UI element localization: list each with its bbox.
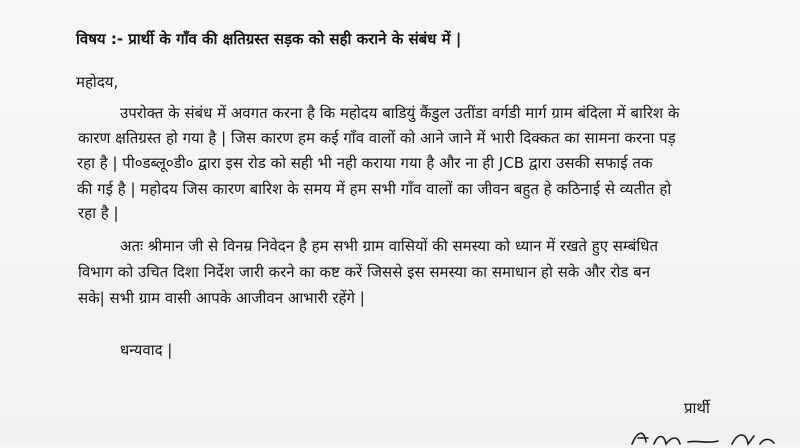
salutation: महोदय, bbox=[76, 73, 119, 91]
paragraph1-line5: रहा है | bbox=[78, 204, 119, 222]
closing-thanks: धन्यवाद | bbox=[120, 341, 173, 359]
paragraph2-line2: विभाग को उचित दिशा निर्देश जारी करने का कष्ट करें जिससे इस समस्या का समाधान हो सके और रोड बन bbox=[78, 263, 651, 281]
paragraph2-line1: अतः श्रीमान जी से विनम्र निवेदन है हम सभी ग्राम वासियों की समस्या को ध्यान में रखते हुए सम्बंधित bbox=[120, 237, 659, 255]
paragraph1-line3: रहा है | पी०डब्लू०डी० द्वारा इस रोड को सही भी नही कराया गया है और ना ही JCB द्वारा उसकी सफाई तक bbox=[77, 154, 653, 172]
paragraph1-line1: उपरोक्त के संबंध में अवगत करना है कि महोदय बाडियुं कैंडुल उतींडा वर्गडी मार्ग ग्राम बंदिला में बारिश के bbox=[120, 104, 680, 122]
paragraph1-line2: कारण क्षतिग्रस्त हो गया है | जिस कारण हम कई गाँव वालों को आने जाने में भारी दिक्कत का सामना करना पड़ bbox=[78, 129, 676, 147]
letter-subject: विषय :- प्रार्थी के गाँव की क्षतिग्रस्त सड़क को सही कराने के संबंध में | bbox=[76, 30, 462, 48]
paragraph1-line4: की गई है | महोदय जिस कारण बारिश के समय में हम सभी गाँव वालों का जीवन बहुत हे कठिनाई से व्यतीत हो bbox=[77, 180, 672, 198]
paragraph2-line3: सके| सभी ग्राम वासी आपके आजीवन आभारी रहेंगे | bbox=[78, 289, 365, 307]
handwritten-signature bbox=[628, 424, 778, 448]
applicant-label: प्रार्थी bbox=[684, 399, 710, 417]
